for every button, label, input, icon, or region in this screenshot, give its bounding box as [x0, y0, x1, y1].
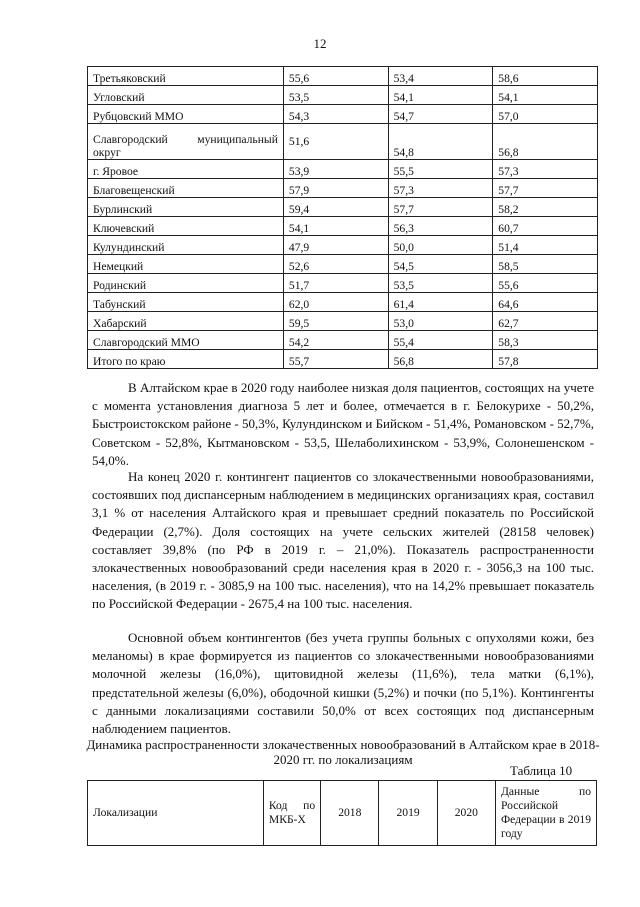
value-2018: 52,6 — [283, 255, 388, 274]
district-name — [88, 331, 284, 350]
table-header-row — [88, 781, 597, 846]
value-2018: 54,2 — [283, 331, 388, 350]
district-name — [88, 86, 284, 105]
value-2019: 50,0 — [388, 236, 493, 255]
district-name — [88, 236, 284, 255]
district-name-text: Угловский — [93, 91, 145, 104]
value-2020: 56,8 — [493, 124, 598, 160]
table-row — [88, 198, 598, 217]
value-2018: 47,9 — [283, 236, 388, 255]
value-2019: 55,5 — [388, 160, 493, 179]
value-2018: 53,5 — [283, 86, 388, 105]
localizations-table — [87, 780, 597, 846]
header-2019: 2019 — [379, 781, 437, 846]
header-localization: Локализации — [88, 781, 264, 846]
district-name-text: Благовещенский — [93, 184, 175, 197]
value-2018: 59,4 — [283, 198, 388, 217]
table-row — [88, 255, 598, 274]
table-row — [88, 312, 598, 331]
district-name — [88, 293, 284, 312]
district-name-text: Кулундинский — [93, 241, 165, 254]
table-row — [88, 160, 598, 179]
value-2019: 53,4 — [388, 67, 493, 86]
district-name-text: Итого по краю — [93, 355, 166, 368]
value-2020: 60,7 — [493, 217, 598, 236]
table-row — [88, 350, 598, 369]
district-name — [88, 198, 284, 217]
district-name-text: Третьяковский — [93, 72, 166, 85]
district-name-text: Ключевский — [93, 222, 155, 235]
value-2020: 58,5 — [493, 255, 598, 274]
value-2019: 56,8 — [388, 350, 493, 369]
table-row — [88, 124, 598, 160]
header-code: Код по МКБ-Х — [263, 781, 320, 846]
value-2020: 64,6 — [493, 293, 598, 312]
district-name-text: Рубцовский ММО — [93, 110, 184, 123]
table-row — [88, 86, 598, 105]
district-name — [88, 350, 284, 369]
value-2018: 62,0 — [283, 293, 388, 312]
district-name-text: Табунский — [93, 298, 146, 311]
header-2020: 2020 — [437, 781, 495, 846]
district-name — [88, 312, 284, 331]
table-row — [88, 105, 598, 124]
header-2018: 2018 — [321, 781, 379, 846]
value-2020: 57,8 — [493, 350, 598, 369]
value-2019: 56,3 — [388, 217, 493, 236]
value-2019: 54,5 — [388, 255, 493, 274]
district-name — [88, 179, 284, 198]
value-2018: 54,3 — [283, 105, 388, 124]
table-row — [88, 236, 598, 255]
value-2018: 55,7 — [283, 350, 388, 369]
value-2020: 57,7 — [493, 179, 598, 198]
header-rf-2019: Данные по Российской Федерации в 2019 году — [495, 781, 596, 846]
value-2019: 55,4 — [388, 331, 493, 350]
value-2018: 51,6 — [283, 124, 388, 160]
district-name — [88, 217, 284, 236]
table-number-label: Таблица 10 — [510, 763, 573, 778]
value-2018: 55,6 — [283, 67, 388, 86]
value-2019: 57,3 — [388, 179, 493, 198]
value-2018: 51,7 — [283, 274, 388, 293]
districts-table — [87, 66, 598, 369]
value-2018: 57,9 — [283, 179, 388, 198]
table-row — [88, 331, 598, 350]
table-caption: Динамика распространенности злокачественных новообразований в Алтайском крае в 2018-2020 гг. по локализациям — [86, 737, 600, 767]
value-2019: 53,0 — [388, 312, 493, 331]
district-name — [88, 160, 284, 179]
district-name — [88, 255, 284, 274]
paragraph-localizations: Основной объем контингентов (без учета группы больных с опухолями кожи, без меланомы) в крае формируется из пациентов со злокачественными новообразованиями молочной железы (16,0%), щитовидной железы (11,6%), тела матки (6,1%), предстательной железы (6,0%), ободочной кишки (5,2%) и почки (по 5,1%). Контингенты с данными локализациями составили 50,0% от всех состоящих под диспансерным наблюдением пациентов. — [92, 630, 594, 737]
value-2020: 62,7 — [493, 312, 598, 331]
value-2019: 53,5 — [388, 274, 493, 293]
value-2019: 54,7 — [388, 105, 493, 124]
table-row — [88, 179, 598, 198]
district-name-text: г. Яровое — [93, 165, 139, 178]
value-2020: 58,2 — [493, 198, 598, 217]
value-2019: 61,4 — [388, 293, 493, 312]
page-number: 12 — [313, 36, 327, 51]
value-2020: 55,6 — [493, 274, 598, 293]
value-2020: 54,1 — [493, 86, 598, 105]
value-2019: 57,7 — [388, 198, 493, 217]
value-2019: 54,8 — [388, 124, 493, 160]
value-2020: 58,3 — [493, 331, 598, 350]
value-2020: 58,6 — [493, 67, 598, 86]
paragraph-contingent: На конец 2020 г. контингент пациентов со злокачественными новообразованиями, состоявших под диспансерным наблюдением в медицинских организациях края, составил 3,1 % от населения Алтайского края и превышает средний показатель по Российской Федерации (2,7%). Доля состоящих на учете сельских жителей (28158 человек) составляет 39,8% (по РФ в 2019 г. – 21,0%). Показатель распространенности злокачественных новообразований среди населения края в 2020 г. - 3056,3 на 100 тыс. населения, (в 2019 г. - 3085,9 на 100 тыс. населения), что на 14,2% превышает показатель по Российской Федерации - 2675,4 на 100 тыс. населения. — [92, 469, 594, 612]
district-name-text: Хабарский — [93, 317, 147, 330]
value-2020: 57,0 — [493, 105, 598, 124]
paragraph-long-term-patients: В Алтайском крае в 2020 году наиболее низкая доля пациентов, состоящих на учете с момента установления диагноза 5 лет и более, отмечается в г. Белокурихе - 50,2%, Быстроистокском районе - 50,3%, Кулундинском и Бийском - 51,4%, Романовском - 52,7%, Советском - 52,8%, Кытмановском - 53,5, Шелаболихинском - 53,9%, Солонешенском - 54,0%. — [92, 380, 594, 468]
value-2020: 51,4 — [493, 236, 598, 255]
value-2019: 54,1 — [388, 86, 493, 105]
district-name-text: Славгородский муниципальный округ — [93, 133, 278, 159]
value-2020: 57,3 — [493, 160, 598, 179]
table-row — [88, 293, 598, 312]
table-row — [88, 67, 598, 86]
district-name — [88, 274, 284, 293]
value-2018: 54,1 — [283, 217, 388, 236]
value-2018: 53,9 — [283, 160, 388, 179]
district-name-text: Славгородский ММО — [93, 336, 200, 349]
district-name — [88, 124, 284, 160]
district-name-text: Родинский — [93, 279, 147, 292]
district-name — [88, 105, 284, 124]
district-name-text: Немецкий — [93, 260, 144, 273]
district-name — [88, 67, 284, 86]
value-2018: 59,5 — [283, 312, 388, 331]
district-name-text: Бурлинский — [93, 203, 153, 216]
table-row — [88, 274, 598, 293]
table-row — [88, 217, 598, 236]
